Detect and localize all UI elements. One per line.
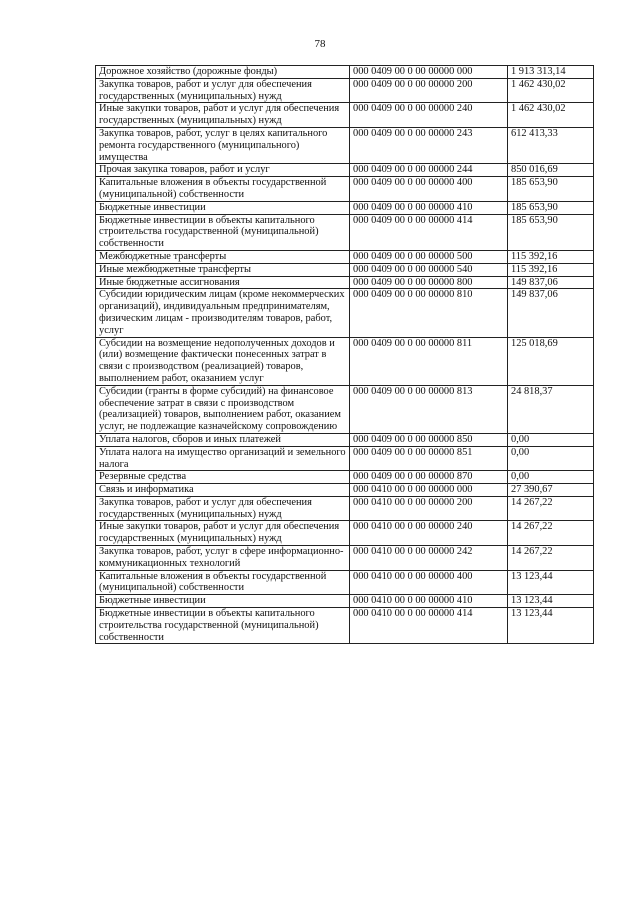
row-name-cell: Иные бюджетные ассигнования (96, 276, 350, 289)
budget-table (95, 65, 594, 644)
row-amount-cell: 0,00 (508, 471, 594, 484)
budget-table-body (96, 66, 594, 644)
row-amount-cell: 0,00 (508, 446, 594, 471)
row-code-cell: 000 0409 00 0 00 00000 540 (350, 263, 508, 276)
table-row (96, 337, 594, 385)
row-amount-cell: 115 392,16 (508, 263, 594, 276)
row-name-cell: Бюджетные инвестиции в объекты капитального строительства государственной (муниципальной) собственности (96, 608, 350, 644)
row-code-cell: 000 0409 00 0 00 00000 000 (350, 66, 508, 79)
row-code-cell: 000 0410 00 0 00 00000 200 (350, 496, 508, 521)
row-amount-cell: 0,00 (508, 433, 594, 446)
page-number: 78 (314, 38, 326, 50)
row-name-cell: Прочая закупка товаров, работ и услуг (96, 164, 350, 177)
table-row (96, 496, 594, 521)
row-code-cell: 000 0409 00 0 00 00000 400 (350, 177, 508, 202)
row-amount-cell: 14 267,22 (508, 496, 594, 521)
row-amount-cell: 13 123,44 (508, 608, 594, 644)
row-name-cell: Иные закупки товаров, работ и услуг для обеспечения государственных (муниципальных) нужд (96, 103, 350, 128)
row-name-cell: Иные закупки товаров, работ и услуг для обеспечения государственных (муниципальных) нужд (96, 521, 350, 546)
table-row (96, 276, 594, 289)
table-row (96, 521, 594, 546)
table-row (96, 608, 594, 644)
row-code-cell: 000 0410 00 0 00 00000 240 (350, 521, 508, 546)
table-row (96, 289, 594, 337)
row-amount-cell: 13 123,44 (508, 595, 594, 608)
table-row (96, 250, 594, 263)
row-code-cell: 000 0409 00 0 00 00000 200 (350, 78, 508, 103)
row-code-cell: 000 0409 00 0 00 00000 850 (350, 433, 508, 446)
row-amount-cell: 1 462 430,02 (508, 78, 594, 103)
table-row (96, 471, 594, 484)
row-amount-cell: 185 653,90 (508, 177, 594, 202)
row-code-cell: 000 0409 00 0 00 00000 870 (350, 471, 508, 484)
row-code-cell: 000 0409 00 0 00 00000 813 (350, 385, 508, 433)
row-name-cell: Связь и информатика (96, 484, 350, 497)
row-amount-cell: 13 123,44 (508, 570, 594, 595)
table-row (96, 263, 594, 276)
row-name-cell: Капитальные вложения в объекты государственной (муниципальной) собственности (96, 570, 350, 595)
table-row (96, 484, 594, 497)
table-row (96, 546, 594, 571)
row-code-cell: 000 0409 00 0 00 00000 811 (350, 337, 508, 385)
row-name-cell: Субсидии юридическим лицам (кроме некоммерческих организаций), индивидуальным предпринимателям, физическим лицам - производителям товаров, работ, услуг (96, 289, 350, 337)
row-name-cell: Межбюджетные трансферты (96, 250, 350, 263)
row-code-cell: 000 0409 00 0 00 00000 243 (350, 127, 508, 163)
row-name-cell: Бюджетные инвестиции в объекты капитального строительства государственной (муниципальной) собственности (96, 214, 350, 250)
table-row (96, 570, 594, 595)
table-row (96, 201, 594, 214)
row-amount-cell: 115 392,16 (508, 250, 594, 263)
row-amount-cell: 612 413,33 (508, 127, 594, 163)
row-code-cell: 000 0409 00 0 00 00000 240 (350, 103, 508, 128)
row-amount-cell: 1 913 313,14 (508, 66, 594, 79)
table-row (96, 595, 594, 608)
row-amount-cell: 24 818,37 (508, 385, 594, 433)
table-row (96, 177, 594, 202)
row-amount-cell: 14 267,22 (508, 521, 594, 546)
row-code-cell: 000 0410 00 0 00 00000 242 (350, 546, 508, 571)
table-row (96, 214, 594, 250)
table-row (96, 433, 594, 446)
table-row (96, 103, 594, 128)
row-name-cell: Иные межбюджетные трансферты (96, 263, 350, 276)
row-amount-cell: 850 016,69 (508, 164, 594, 177)
row-code-cell: 000 0409 00 0 00 00000 244 (350, 164, 508, 177)
row-name-cell: Закупка товаров, работ, услуг в целях капитального ремонта государственного (муниципального) имущества (96, 127, 350, 163)
row-amount-cell: 149 837,06 (508, 289, 594, 337)
row-amount-cell: 185 653,90 (508, 214, 594, 250)
table-row (96, 127, 594, 163)
row-amount-cell: 185 653,90 (508, 201, 594, 214)
table-row (96, 78, 594, 103)
row-name-cell: Резервные средства (96, 471, 350, 484)
row-amount-cell: 14 267,22 (508, 546, 594, 571)
row-code-cell: 000 0410 00 0 00 00000 400 (350, 570, 508, 595)
row-code-cell: 000 0409 00 0 00 00000 851 (350, 446, 508, 471)
row-amount-cell: 125 018,69 (508, 337, 594, 385)
row-name-cell: Дорожное хозяйство (дорожные фонды) (96, 66, 350, 79)
row-name-cell: Капитальные вложения в объекты государственной (муниципальной) собственности (96, 177, 350, 202)
table-row (96, 446, 594, 471)
row-name-cell: Закупка товаров, работ и услуг для обеспечения государственных (муниципальных) нужд (96, 496, 350, 521)
row-amount-cell: 1 462 430,02 (508, 103, 594, 128)
row-code-cell: 000 0410 00 0 00 00000 410 (350, 595, 508, 608)
row-name-cell: Уплата налога на имущество организаций и земельного налога (96, 446, 350, 471)
row-name-cell: Закупка товаров, работ, услуг в сфере информационно-коммуникационных технологий (96, 546, 350, 571)
row-name-cell: Субсидии на возмещение недополученных доходов и (или) возмещение фактически понесенных затрат в связи с производством (реализацией) товаров, выполнением работ, оказанием услуг (96, 337, 350, 385)
row-name-cell: Бюджетные инвестиции (96, 201, 350, 214)
table-row (96, 66, 594, 79)
row-name-cell: Закупка товаров, работ и услуг для обеспечения государственных (муниципальных) нужд (96, 78, 350, 103)
row-code-cell: 000 0410 00 0 00 00000 414 (350, 608, 508, 644)
row-name-cell: Уплата налогов, сборов и иных платежей (96, 433, 350, 446)
row-code-cell: 000 0409 00 0 00 00000 414 (350, 214, 508, 250)
row-code-cell: 000 0409 00 0 00 00000 410 (350, 201, 508, 214)
row-code-cell: 000 0409 00 0 00 00000 800 (350, 276, 508, 289)
row-amount-cell: 27 390,67 (508, 484, 594, 497)
table-row (96, 385, 594, 433)
row-name-cell: Бюджетные инвестиции (96, 595, 350, 608)
row-code-cell: 000 0409 00 0 00 00000 500 (350, 250, 508, 263)
row-code-cell: 000 0409 00 0 00 00000 810 (350, 289, 508, 337)
table-row (96, 164, 594, 177)
row-amount-cell: 149 837,06 (508, 276, 594, 289)
row-name-cell: Субсидии (гранты в форме субсидий) на финансовое обеспечение затрат в связи с производством (реализацией) товаров, выполнением работ, оказанием услуг, не подлежащие казначейскому сопровождению (96, 385, 350, 433)
row-code-cell: 000 0410 00 0 00 00000 000 (350, 484, 508, 497)
